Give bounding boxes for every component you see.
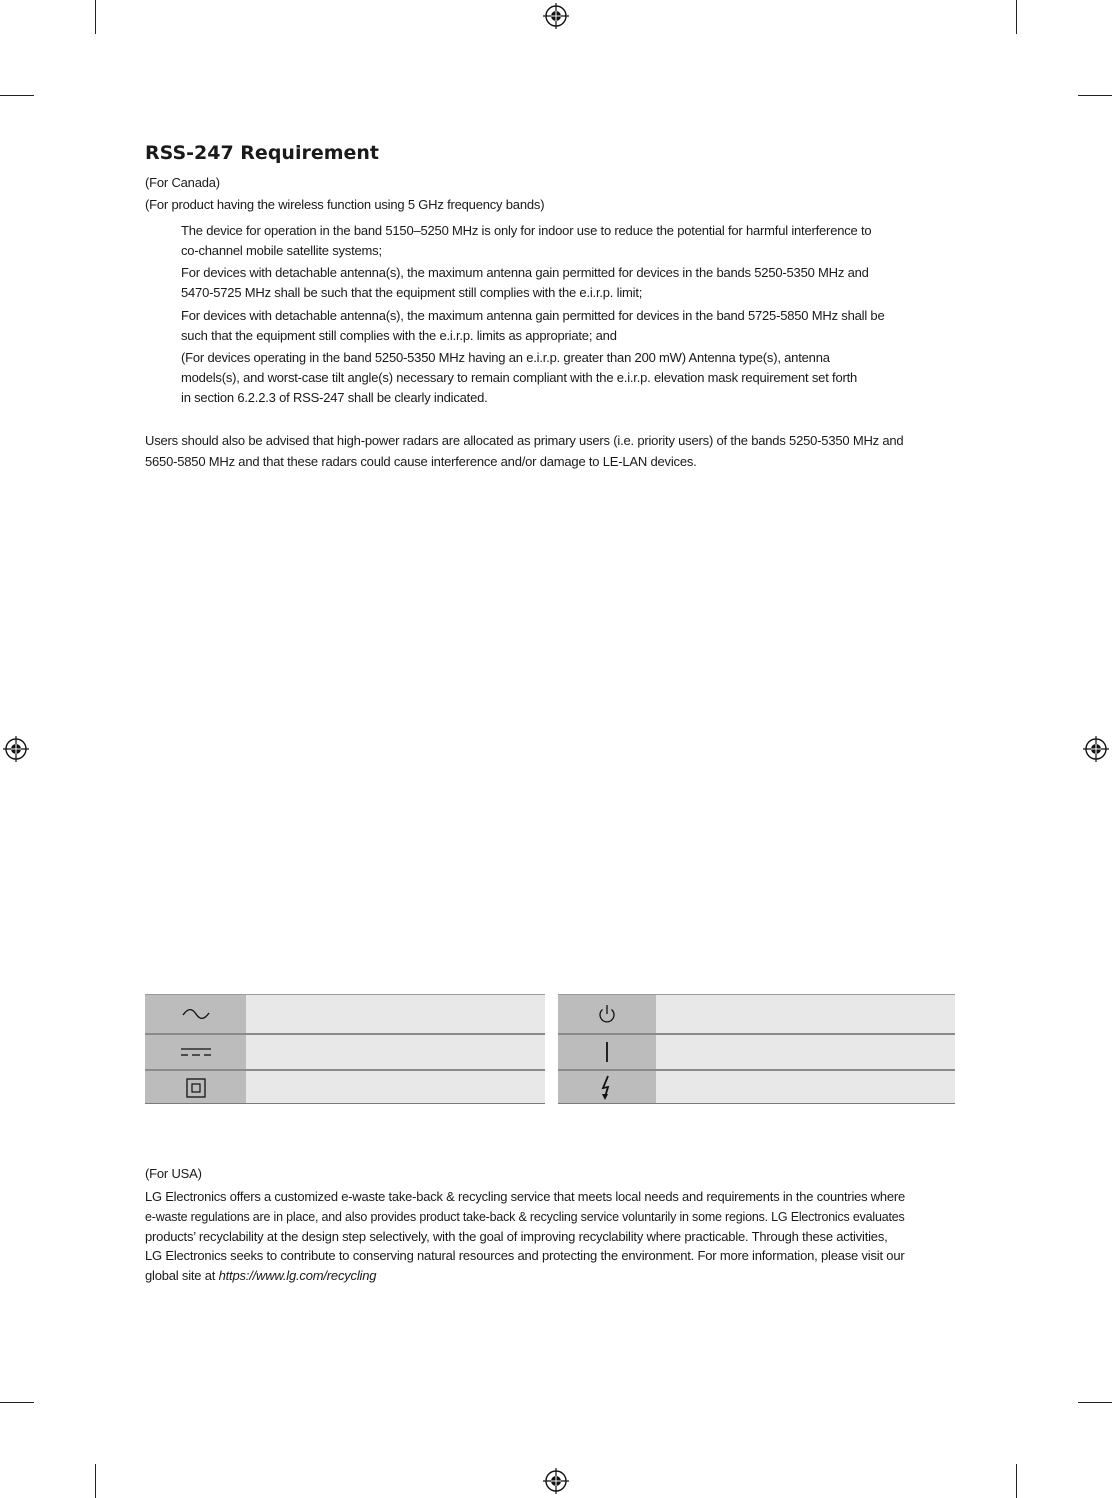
registration-mark-left-icon: [2, 735, 30, 763]
symbol-row: [145, 1035, 545, 1069]
item1-line1: The device for operation in the band 5150–5250 MHz is only for indoor use to reduce the potential for harmful interference to: [181, 223, 872, 238]
symbol-row: [558, 995, 955, 1033]
symbols-table-left: [145, 994, 545, 1104]
double-insulation-icon: [186, 1078, 206, 1098]
power-on-bar-icon: [604, 1041, 610, 1063]
symbol-row: [558, 1071, 955, 1104]
symbol-row: [145, 1071, 545, 1104]
item4-line3: in section 6.2.2.3 of RSS-247 shall be clearly indicated.: [181, 390, 488, 405]
registration-mark-right-icon: [1082, 735, 1110, 763]
crop-mark-top-right-h: [1078, 95, 1112, 96]
crop-mark-bottom-right-v: [1016, 1464, 1017, 1498]
crop-mark-bottom-right-h: [1078, 1402, 1112, 1403]
crop-mark-top-right-v: [1016, 0, 1017, 34]
usa-line3: products’ recyclability at the design step selectively, with the goal of improving recyclability where practicable. Through these activities,: [145, 1229, 888, 1244]
standby-power-icon: [597, 1003, 617, 1025]
usa-line4: LG Electronics seeks to contribute to conserving natural resources and protecting the environment. For more information, please visit our: [145, 1248, 905, 1263]
item4-line1: (For devices operating in the band 5250-5350 MHz having an e.i.r.p. greater than 200 mW) Antenna type(s), antenna: [181, 350, 830, 365]
crop-mark-bottom-left-v: [95, 1464, 96, 1498]
dc-lines-icon: [180, 1046, 212, 1058]
for-usa-label: (For USA): [145, 1166, 202, 1181]
recycling-link[interactable]: https://www.lg.com/recycling: [218, 1268, 377, 1283]
item2-line1: For devices with detachable antenna(s), the maximum antenna gain permitted for devices in the bands 5250-5350 MHz and: [181, 265, 869, 280]
registration-mark-top-icon: [542, 2, 570, 30]
ac-tilde-icon: [181, 1007, 211, 1021]
for-canada-label: (For Canada): [145, 175, 220, 190]
item4-line2: models(s), and worst-case tilt angle(s) necessary to remain compliant with the e.i.r.p. elevation mask requirement set forth: [181, 370, 858, 385]
item3-line2: such that the equipment still complies with the e.i.r.p. limits as appropriate; and: [181, 328, 617, 343]
item1-line2: co-channel mobile satellite systems;: [181, 243, 382, 258]
symbols-table-right: [558, 994, 955, 1104]
hazardous-voltage-icon: [600, 1075, 614, 1101]
symbol-row: [145, 995, 545, 1033]
symbol-row: [558, 1035, 955, 1069]
usa-line5-prefix: global site at: [145, 1268, 219, 1283]
crop-mark-top-left-h: [0, 95, 34, 96]
item2-line2: 5470-5725 MHz shall be such that the equipment still complies with the e.i.r.p. limit;: [181, 285, 643, 300]
registration-mark-bottom-icon: [542, 1467, 570, 1495]
usa-line1: LG Electronics offers a customized e-waste take-back & recycling service that meets local needs and requirements in the countries where: [145, 1189, 906, 1204]
item3-line1: For devices with detachable antenna(s), the maximum antenna gain permitted for devices in the band 5725-5850 MHz shall be: [181, 308, 885, 323]
crop-mark-bottom-left-h: [0, 1402, 34, 1403]
section-heading: RSS-247 Requirement: [145, 142, 380, 164]
users-advisory-line2: 5650-5850 MHz and that these radars could cause interference and/or damage to LE-LAN devices.: [145, 454, 697, 469]
usa-line5: [145, 1266, 376, 1286]
for-product-label: (For product having the wireless function using 5 GHz frequency bands): [145, 197, 545, 212]
crop-mark-top-left-v: [95, 0, 96, 34]
users-advisory-line1: Users should also be advised that high-power radars are allocated as primary users (i.e. priority users) of the bands 5250-5350 MHz and: [145, 433, 904, 448]
usa-line2: e-waste regulations are in place, and also provides product take-back & recycling service voluntarily in some regions. LG Electronics evaluates: [145, 1209, 905, 1224]
